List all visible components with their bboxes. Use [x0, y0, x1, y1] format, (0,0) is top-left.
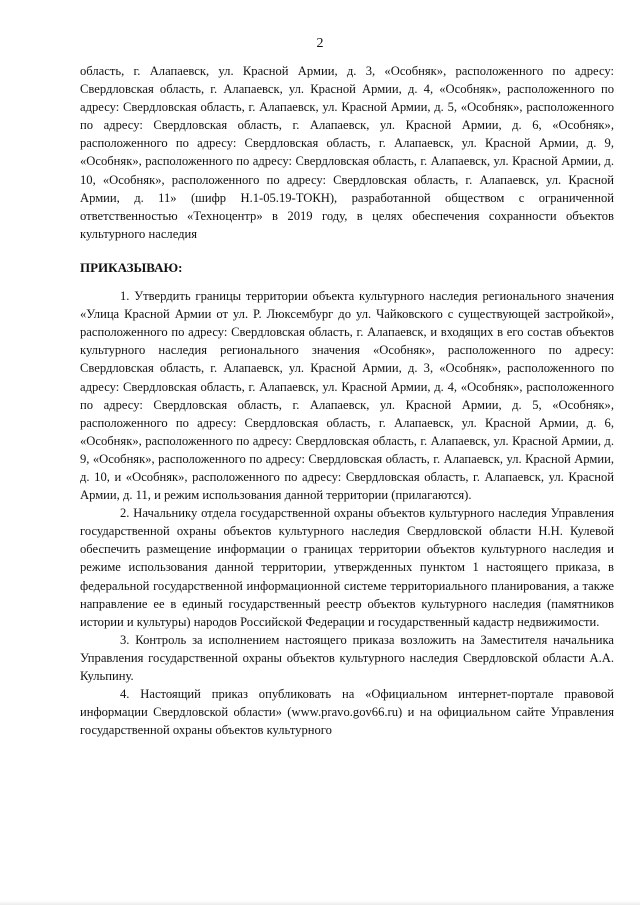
document-body: [80, 62, 614, 739]
order-item-3: 3. Контроль за исполнением настоящего приказа возложить на Заместителя начальника Управления государственной охраны объектов культурного наследия Свердловской области А.А. Кульпину.: [80, 632, 614, 683]
intro-paragraph: область, г. Алапаевск, ул. Красной Армии, д. 3, «Особняк», расположенного по адресу: Свердловская область, г. Алапаевск, ул. Красной Армии, д. 4, «Особняк», расположенного по адресу: Свердловская область, г. Алапаевск, ул. Красной Армии, д. 5, «Особняк», расположенного по адресу: Свердловская область, г. Алапаевск, ул. Красной Армии, д. 6, «Особняк», расположенного по адресу: Свердловская область, г. Алапаевск, ул. Красной Армии, д. 9, «Особняк», расположенного по адресу: Свердловская область, г. Алапаевск, ул. Красной Армии, д. 10, «Особняк», расположенного по адресу: Свердловская область, г. Алапаевск, ул. Красной Армии, д. 11» (шифр Н.1-05.19-ТОКН), разработанной обществом с ограниченной ответственностью «Техноцентр» в 2019 году, в целях обеспечения сохранности объектов культурного наследия: [80, 64, 614, 241]
page-number: 2: [316, 36, 324, 51]
order-item-2: 2. Начальнику отдела государственной охраны объектов культурного наследия Управления государственной охраны объектов культурного наследия Свердловской области Н.Н. Кулевой обеспечить размещение информации о границах территории объектов культурного наследия и режиме использования данной территории, утвержденных пунктом 1 настоящего приказа, в федеральной государственной информационной системе территориального планирования, а также направление ее в единый государственный реестр объектов культурного наследия (памятников истории и культуры) народов Российской Федерации и государственный кадастр недвижимости.: [80, 506, 614, 629]
order-item-1: 1. Утвердить границы территории объекта культурного наследия регионального значения «Улица Красной Армии от ул. Р. Люксембург до ул. Чайковского с существующей застройкой», расположенного по адресу: Свердловская область, г. Алапаевск, и входящих в его состав объектов культурного наследия регионального значения «Особняк», расположенного по адресу: Свердловская область, г. Алапаевск, ул. Красной Армии, д. 3, «Особняк», расположенного по адресу: Свердловская область, г. Алапаевск, ул. Красной Армии, д. 4, «Особняк», расположенного по адресу: Свердловская область, г. Алапаевск, ул. Красной Армии, д. 5, «Особняк», расположенного по адресу: Свердловская область, г. Алапаевск, ул. Красной Армии, д. 6, «Особняк», расположенного по адресу: Свердловская область, г. Алапаевск, ул. Красной Армии, д. 9, «Особняк», расположенного по адресу: Свердловская область, г. Алапаевск, ул. Красной Армии, д. 10, и «Особняк», расположенного по адресу: Свердловская область, г. Алапаевск, ул. Красной Армии, д. 11, и режим использования данной территории (прилагаются).: [80, 289, 614, 503]
scan-edge-shadow: [0, 901, 640, 905]
order-heading: ПРИКАЗЫВАЮ:: [80, 259, 183, 275]
order-item-4: 4. Настоящий приказ опубликовать на «Официальном интернет-портале правовой информации Свердловской области» (www.pravo.gov66.ru) и на официальном сайте Управления государственной охраны объектов культурного: [80, 687, 614, 738]
